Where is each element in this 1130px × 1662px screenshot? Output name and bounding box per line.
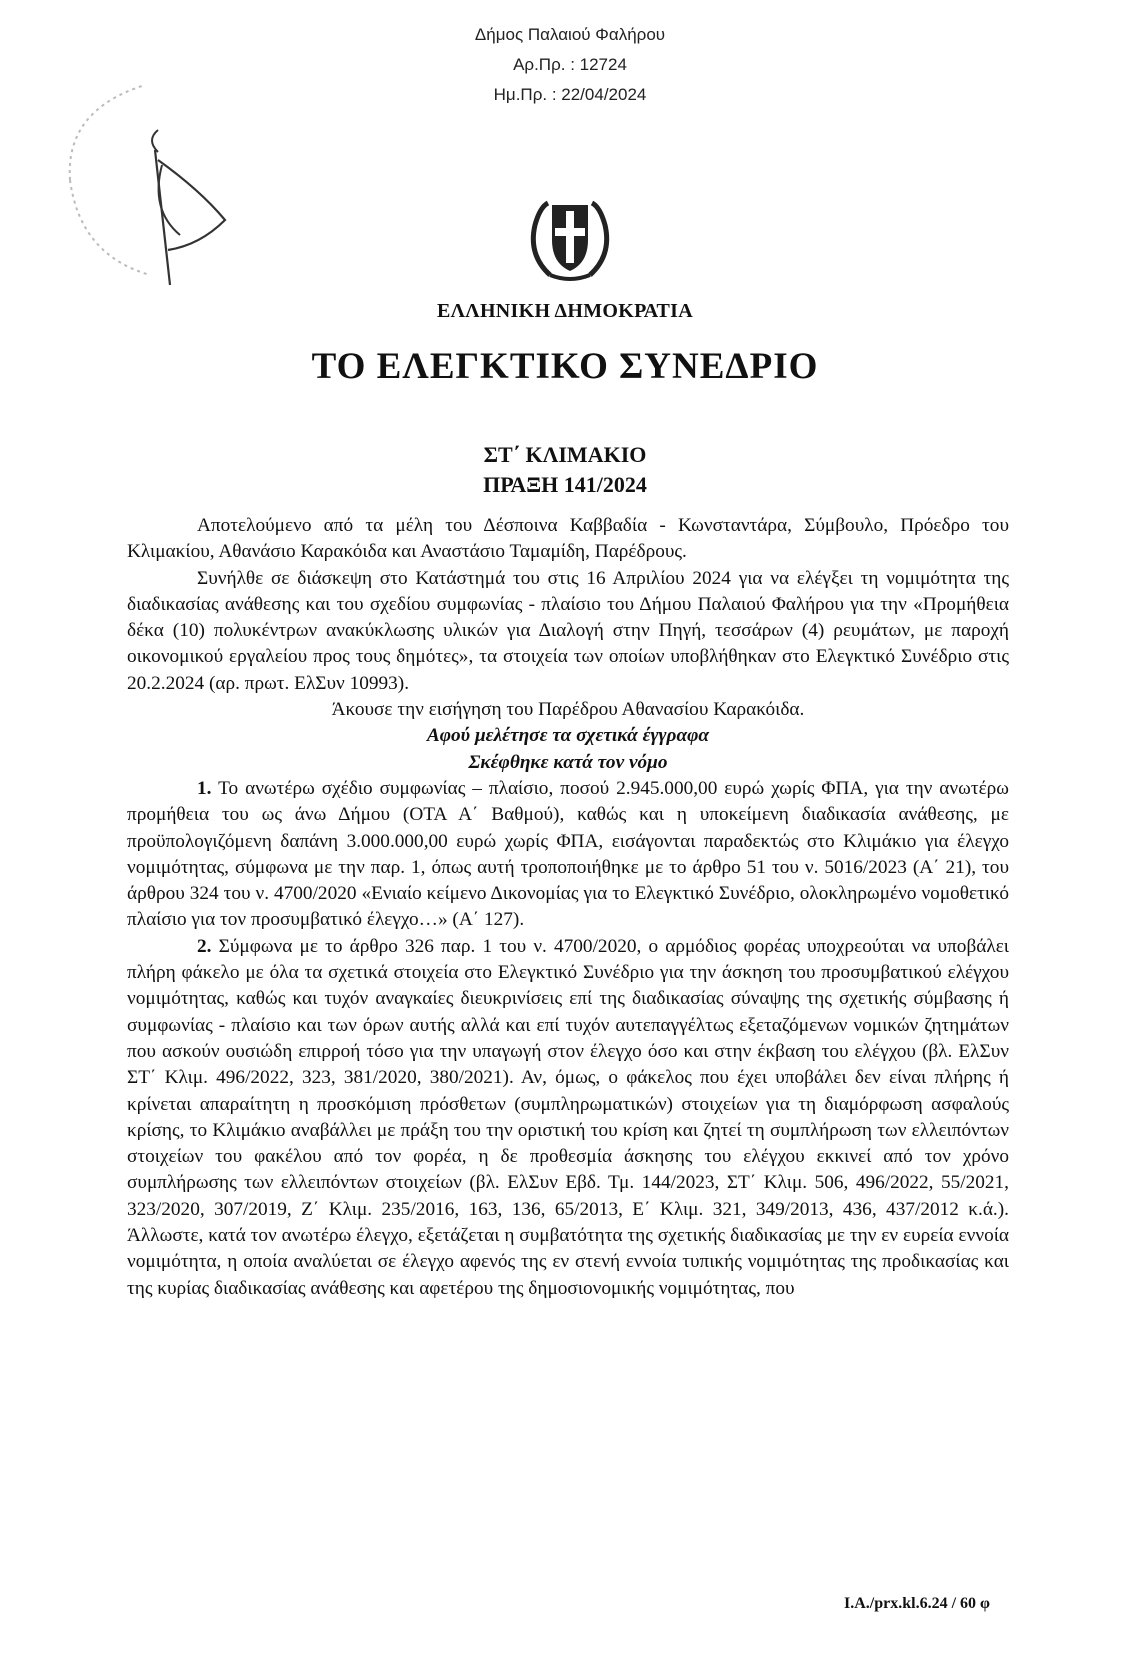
registration-stamp [400,20,740,110]
act-heading [0,440,1130,500]
greek-coat-of-arms-emblem [520,195,620,285]
composition-paragraph: Αποτελούμενο από τα μέλη του Δέσποινα Καββαδία - Κωνσταντάρα, Σύμβουλο, Πρόεδρο του Κλιμακίου, Αθανάσιο Καρακόιδα και Αναστάσιο Ταμαμίδη, Παρέδρους. [127,515,1009,563]
section-2-paragraph [127,934,1009,1302]
section-2-number: 2. [197,935,212,957]
act-number: ΠΡΑΞΗ 141/2024 [483,472,647,497]
protocol-number: Αρ.Πρ. : 12724 [513,55,627,74]
court-title: ΤΟ ΕΛΕΓΚΤΙΚΟ ΣΥΝΕΔΡΙΟ [311,346,819,387]
document-body [127,513,1009,1302]
heard-line: Άκουσε την εισήγηση του Παρέδρου Αθανασίου Καρακόιδα. [331,699,805,721]
chamber-title: ΣΤ΄ ΚΛΙΜΑΚΙΟ [483,442,647,467]
section-1-paragraph [127,776,1009,934]
protocol-date: Ημ.Πρ. : 22/04/2024 [493,85,647,104]
municipality-name: Δήμος Παλαιού Φαλήρου [474,25,666,44]
section-1-text: Το ανωτέρω σχέδιο συμφωνίας – πλαίσιο, ποσού 2.945.000,00 ευρώ χωρίς ΦΠΑ, για την ανωτέρω προμήθεια του ως άνω Δήμου (ΟΤΑ Α΄ Βαθμού), καθώς και η υποκείμενη διαδικασία ανάθεσης, με προϋπολογιζόμενη δαπάνη 3.000.000,00 ευρώ χωρίς ΦΠΑ, εισάγονται παραδεκτώς στο Κλιμάκιο για έλεγχο νομιμότητας, σύμφωνα με την παρ. 1, όπως αυτή τροποποιήθηκε με το άρθρο 51 του ν. 5016/2023 (Α΄ 21), του άρθρου 324 του ν. 4700/2020 «Ενιαίο κείμενο Δικονομίας για το Ελεγκτικό Συνέδριο, ολοκληρωμένο νομοθετικό πλαίσιο για τον προσυμβατικό έλεγχο…» (Α΄ 127). [127,777,1009,931]
session-paragraph: Συνήλθε σε διάσκεψη στο Κατάστημά του στις 16 Απριλίου 2024 για να ελέγξει τη νομιμότητα της διαδικασίας ανάθεσης και του σχεδίου συμφωνίας - πλαίσιο του Δήμου Παλαιού Φαλήρου για την «Προμήθεια δέκα (10) πολυκέντρων ανακύκλωσης υλικών για Διαλογή στην Πηγή, τεσσάρων (4) ρευμάτων, με παροχή οικονομικού εργαλείου προς τους δημότες», τα στοιχεία των οποίων υποβλήθηκαν στο Ελεγκτικό Συνέδριο στις 20.2.2024 (αρ. πρωτ. ΕλΣυν 10993). [127,567,1009,694]
republic-title: ΕΛΛΗΝΙΚΗ ΔΗΜΟΚΡΑΤΙΑ [437,300,693,322]
section-2-text: Σύμφωνα με το άρθρο 326 παρ. 1 του ν. 4700/2020, ο αρμόδιος φορέας υποχρεούται να υποβάλει πλήρη φάκελο με όλα τα σχετικά στοιχεία στο Ελεγκτικό Συνέδριο για την άσκηση του προσυμβατικού ελέγχου νομιμότητας, καθώς και τυχόν αναγκαίες διευκρινίσεις επί της διαδικασίας σύναψης της σχετικής σύμβασης ή συμφωνίας - πλαίσιο και των όρων αυτής αλλά και επί τυχόν αυτεπαγγέλτως εξεταζόμενων νομικών ζητημάτων που ασκούν ουσιώδη επιρροή τόσο για την υπαγωγή στον έλεγχο όσο και στην έκβαση του ελέγχου (βλ. ΕλΣυν ΣΤ΄ Κλιμ. 496/2022, 323, 381/2020, 380/2021). Αν, όμως, ο φάκελος που έχει υποβάλει δεν είναι πλήρης ή κρίνεται απαραίτητη η προσκόμιση πρόσθετων (συμπληρωματικών) στοιχείων για τη διαμόρφωση ασφαλούς κρίσης, το Κλιμάκιο αναβάλλει με πράξη του την οριστική του κρίση και ζητεί τη συμπλήρωση των ελλειπόντων στοιχείων του φακέλου από τον φορέα, η δε προθεσμία άσκησης του ελέγχου εκκινεί από τον χρόνο συμπλήρωσης των ελλειπόντων στοιχείων (βλ. ΕλΣυν Εβδ. Τμ. 144/2023, ΣΤ΄ Κλιμ. 506, 496/2022, 55/2021, 323/2020, 307/2019, Ζ΄ Κλιμ. 235/2016, 163, 136, 65/2013, Ε΄ Κλιμ. 321, 349/2013, 436, 437/2012 κ.ά.). Άλλωστε, κατά τον ανωτέρω έλεγχο, εξετάζεται η συμβατότητα της σχετικής διαδικασίας με την εν ευρεία εννοία νομιμότητα, η οποία αναλύεται σε έλεγχο αφενός της εν στενή εννοία τυπικής νομιμότητας της προδικασίας και της κυρίας διαδικασίας ανάθεσης και αφετέρου της δημοσιονομικής νομιμότητας, που [127,935,1009,1299]
considered-line: Σκέφθηκε κατά τον νόμο [468,751,668,773]
signature-seal-mark [50,70,250,290]
page-footer-reference: I.A./prx.kl.6.24 / 60 φ [844,1595,990,1612]
studied-line: Αφού μελέτησε τα σχετικά έγγραφα [426,725,710,747]
section-1-number: 1. [197,777,212,799]
